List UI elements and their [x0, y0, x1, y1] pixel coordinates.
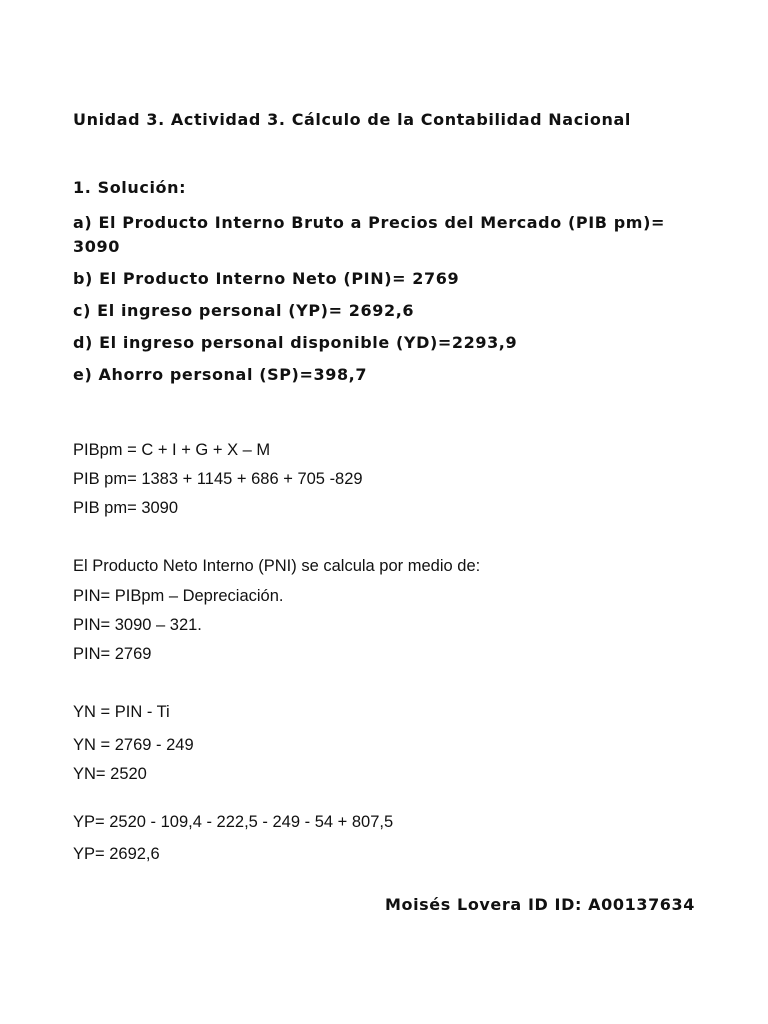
- yn-formula: YN = PIN - Ti: [73, 703, 170, 721]
- answer-e: e) Ahorro personal (SP)=398,7: [73, 365, 368, 384]
- yp-substitution: YP= 2520 - 109,4 - 222,5 - 249 - 54 + 807,5: [73, 813, 394, 831]
- yn-result: YN= 2520: [73, 765, 147, 783]
- pin-result: PIN= 2769: [73, 645, 152, 663]
- answer-a: a) El Producto Interno Bruto a Precios del Mercado (PIB pm)= 3090: [73, 213, 665, 256]
- solution-heading: 1. Solución:: [73, 178, 187, 197]
- yn-substitution: YN = 2769 - 249: [73, 736, 194, 754]
- pib-result: PIB pm= 3090: [73, 499, 179, 517]
- pib-substitution: PIB pm= 1383 + 1145 + 686 + 705 -829: [73, 470, 363, 488]
- answer-c: c) El ingreso personal (YP)= 2692,6: [73, 301, 415, 320]
- pib-formula: PIBpm = C + I + G + X – M: [73, 441, 271, 459]
- answer-d: d) El ingreso personal disponible (YD)=2293,9: [73, 333, 518, 352]
- yp-result: YP= 2692,6: [73, 845, 160, 863]
- pin-intro: El Producto Neto Interno (PNI) se calcula por medio de:: [73, 557, 481, 575]
- pin-substitution: PIN= 3090 – 321.: [73, 616, 202, 634]
- answer-b: b) El Producto Interno Neto (PIN)= 2769: [73, 269, 460, 288]
- author-signature: Moisés Lovera ID ID: A00137634: [384, 895, 695, 914]
- pin-formula: PIN= PIBpm – Depreciación.: [73, 587, 284, 605]
- document-title: Unidad 3. Actividad 3. Cálculo de la Contabilidad Nacional: [73, 110, 631, 129]
